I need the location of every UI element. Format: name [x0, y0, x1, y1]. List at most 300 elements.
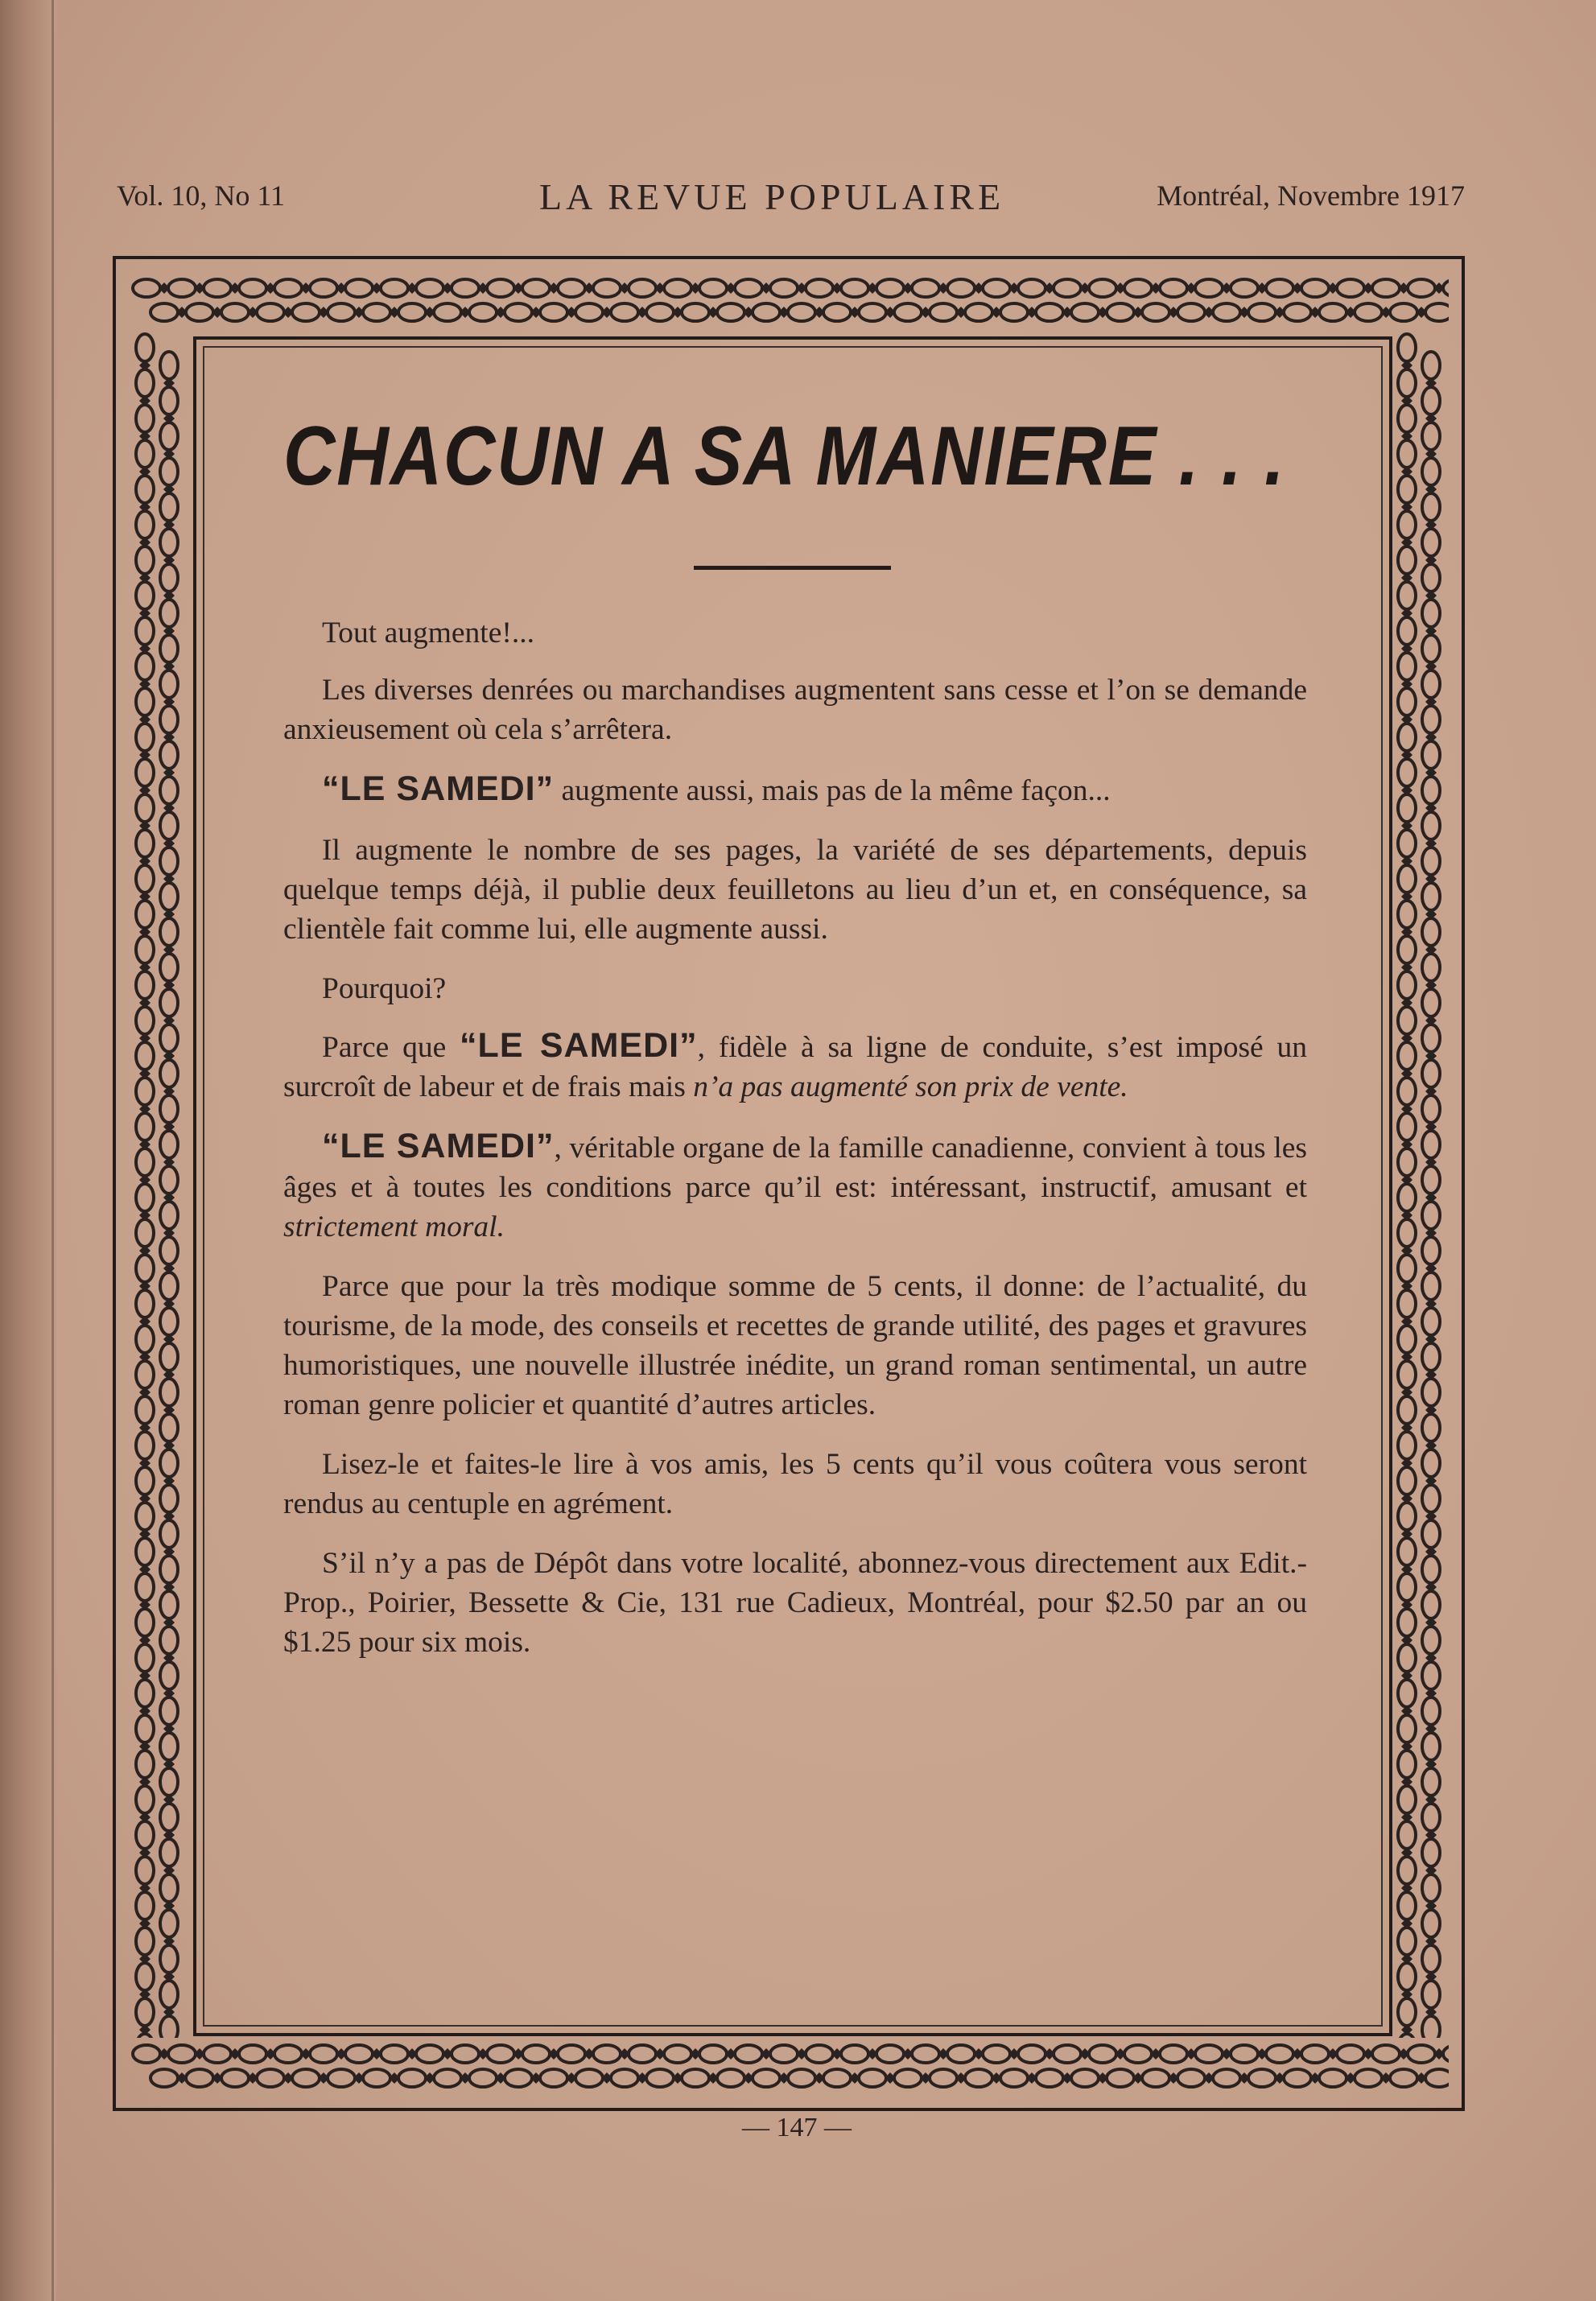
chain-link — [1422, 493, 1440, 521]
chain-link — [593, 2045, 621, 2063]
chain-link — [1000, 303, 1028, 321]
chain-link — [1398, 1680, 1416, 1707]
chain-link — [983, 2045, 1010, 2063]
chain-link — [160, 635, 178, 662]
chain-link — [806, 279, 833, 297]
chain-link — [1398, 1892, 1416, 1920]
chain-link — [204, 279, 231, 297]
chain-link — [133, 2045, 160, 2063]
chain-link — [1301, 279, 1329, 297]
chain-link — [136, 1750, 154, 1778]
chain-link — [136, 1148, 154, 1176]
chain-link — [136, 1963, 154, 1990]
chain-link — [292, 303, 320, 321]
chain-link — [452, 279, 479, 297]
chain-link — [1422, 1308, 1440, 1335]
chain-link — [1398, 830, 1416, 857]
chain-link — [136, 1998, 154, 2026]
chain-link — [160, 423, 178, 450]
chain-link — [160, 918, 178, 946]
paragraph-7-italic: strictement moral. — [283, 1210, 505, 1243]
chain-link — [859, 2069, 886, 2087]
chain-link — [136, 794, 154, 822]
chain-link — [487, 279, 514, 297]
chain-link — [136, 688, 154, 715]
chain-link — [1284, 303, 1311, 321]
chain-link — [1398, 1184, 1416, 1211]
chain-link — [160, 1131, 178, 1158]
chain-link — [136, 582, 154, 609]
chain-link — [381, 279, 408, 297]
chain-link — [965, 303, 992, 321]
chain-link — [1337, 279, 1364, 297]
chain-link — [1372, 2045, 1400, 2063]
chain-link — [136, 724, 154, 751]
chain-link — [1422, 1874, 1440, 1902]
chain-link — [947, 2045, 975, 2063]
chain-link — [894, 303, 922, 321]
chain-link — [629, 2045, 656, 2063]
chain-link — [1425, 2069, 1449, 2087]
chain-link — [136, 1042, 154, 1070]
chain-link — [160, 1202, 178, 1229]
chain-link — [160, 1237, 178, 1264]
chain-link — [136, 971, 154, 999]
headline-rule — [694, 566, 891, 570]
chain-link — [257, 2069, 284, 2087]
chain-link — [136, 1928, 154, 1955]
chain-link — [930, 303, 957, 321]
chain-border-top — [129, 272, 1449, 330]
chain-link — [1195, 279, 1223, 297]
chain-link — [876, 2045, 904, 2063]
chain-link — [1231, 279, 1258, 297]
chain-link — [1422, 1237, 1440, 1264]
paragraph-5: Pourquoi? — [322, 972, 447, 1005]
chain-link — [469, 303, 497, 321]
chain-ornament — [129, 2038, 1449, 2096]
brand-le-samedi: “LE SAMEDI” — [322, 1127, 555, 1165]
chain-link — [1398, 759, 1416, 786]
chain-link — [1422, 847, 1440, 875]
chain-link — [1398, 1998, 1416, 2026]
page-number: — 147 — — [742, 2113, 852, 2142]
chain-link — [160, 741, 178, 769]
paragraph-6 — [283, 1026, 1307, 1107]
article-headline: CHACUN A SA MANIERE . . . — [283, 410, 1286, 503]
chain-link — [1398, 794, 1416, 822]
chain-link — [136, 1432, 154, 1459]
chain-link — [136, 546, 154, 574]
chain-link — [1107, 303, 1134, 321]
chain-link — [1422, 1166, 1440, 1194]
chain-link — [646, 303, 674, 321]
chain-link — [204, 2045, 231, 2063]
chain-link — [1213, 2069, 1240, 2087]
chain-link — [1398, 1609, 1416, 1636]
chain-link — [160, 777, 178, 804]
chain-link — [136, 1113, 154, 1140]
paragraph-7-text: , véritable organe de la famille canadienne, convient à tous les âges et à toutes les conditions parce qu’il est: intéressant, instructif, amusant et — [283, 1132, 1307, 1204]
chain-ornament — [1391, 330, 1449, 2038]
chain-link — [735, 2045, 762, 2063]
chain-link — [1422, 1804, 1440, 1831]
chain-link — [160, 1414, 178, 1441]
chain-link — [753, 2069, 780, 2087]
chain-link — [136, 1007, 154, 1034]
chain-link — [1355, 2069, 1382, 2087]
chain-link — [1036, 303, 1063, 321]
chain-link — [1422, 1733, 1440, 1760]
chain-link — [841, 279, 868, 297]
chain-link — [160, 1910, 178, 1937]
chain-link — [160, 2016, 178, 2038]
chain-link — [558, 279, 585, 297]
paragraph-7 — [283, 1127, 1307, 1247]
chain-link — [1422, 1485, 1440, 1512]
chain-link — [1422, 458, 1440, 485]
chain-link — [1398, 1573, 1416, 1601]
chain-link — [894, 2069, 922, 2087]
chain-link — [1398, 582, 1416, 609]
chain-link — [1160, 2045, 1187, 2063]
chain-link — [1422, 1202, 1440, 1229]
chain-link — [1142, 2069, 1169, 2087]
chain-link — [136, 476, 154, 503]
chain-link — [160, 1804, 178, 1831]
chain-link — [160, 1768, 178, 1796]
chain-link — [1398, 1078, 1416, 1105]
chain-link — [1089, 2045, 1116, 2063]
chain-link — [160, 989, 178, 1016]
chain-ornament — [129, 330, 187, 2038]
chain-link — [160, 1697, 178, 1725]
chain-link — [1398, 1290, 1416, 1318]
chain-link — [136, 369, 154, 397]
chain-link — [823, 2069, 851, 2087]
gutter-line — [52, 0, 54, 2301]
chain-link — [522, 279, 550, 297]
chain-link — [505, 303, 532, 321]
chain-link — [469, 2069, 497, 2087]
chain-link — [965, 2069, 992, 2087]
chain-link — [629, 279, 656, 297]
chain-link — [257, 303, 284, 321]
chain-link — [136, 405, 154, 432]
chain-link — [1398, 1396, 1416, 1424]
chain-link — [160, 1874, 178, 1902]
chain-link — [1398, 1750, 1416, 1778]
chain-border-left — [129, 330, 187, 2038]
chain-link — [160, 564, 178, 592]
chain-link — [1398, 1857, 1416, 1884]
chain-link — [1422, 529, 1440, 556]
book-spine-shadow — [0, 0, 56, 2301]
chain-link — [1422, 1556, 1440, 1583]
chain-link — [1036, 2069, 1063, 2087]
chain-link — [160, 1733, 178, 1760]
chain-link — [1422, 706, 1440, 733]
chain-link — [186, 303, 213, 321]
chain-link — [575, 2069, 603, 2087]
paragraph-9: Lisez-le et faites-le lire à vos amis, les 5 cents qu’il vous coûtera vous seront rendus au centuple en agrément. — [283, 1448, 1307, 1520]
paragraph-1: Tout augmente!... — [322, 616, 534, 649]
chain-link — [160, 352, 178, 379]
paragraph-6-italic: n’a pas augmenté son prix de vente. — [693, 1070, 1128, 1103]
chain-link — [646, 2069, 674, 2087]
chain-link — [1107, 2069, 1134, 2087]
brand-le-samedi: “LE SAMEDI” — [322, 769, 555, 808]
chain-link — [1422, 1697, 1440, 1725]
chain-link — [1266, 279, 1293, 297]
chain-link — [136, 759, 154, 786]
chain-link — [136, 1821, 154, 1849]
chain-link — [1018, 279, 1045, 297]
chain-link — [1422, 741, 1440, 769]
publication-title: LA REVUE POPULAIRE — [539, 176, 1005, 217]
chain-link — [136, 511, 154, 538]
volume-number: Vol. 10, No 11 — [117, 179, 286, 212]
chain-link — [136, 1715, 154, 1742]
chain-link — [1398, 1715, 1416, 1742]
chain-link — [160, 1627, 178, 1654]
chain-link — [160, 670, 178, 698]
chain-link — [806, 2045, 833, 2063]
chain-link — [1422, 1060, 1440, 1087]
chain-link — [1398, 1786, 1416, 1813]
chain-link — [912, 279, 939, 297]
chain-link — [160, 706, 178, 733]
chain-link — [1337, 2045, 1364, 2063]
chain-link — [1398, 440, 1416, 468]
chain-link — [136, 1255, 154, 1282]
chain-link — [160, 1485, 178, 1512]
chain-link — [136, 1892, 154, 1920]
chain-link — [575, 303, 603, 321]
chain-link — [151, 2069, 178, 2087]
chain-link — [1422, 1095, 1440, 1123]
chain-link — [1177, 303, 1205, 321]
chain-link — [1398, 1042, 1416, 1070]
chain-link — [1398, 865, 1416, 893]
chain-link — [292, 2069, 320, 2087]
chain-link — [1422, 1343, 1440, 1371]
chain-link — [1398, 476, 1416, 503]
chain-link — [1398, 1007, 1416, 1034]
chain-link — [1248, 303, 1276, 321]
chain-link — [239, 2045, 266, 2063]
chain-link — [912, 2045, 939, 2063]
chain-link — [136, 334, 154, 361]
chain-ornament — [129, 272, 1449, 330]
article-body — [283, 613, 1307, 1682]
chain-link — [398, 303, 426, 321]
chain-link — [930, 2069, 957, 2087]
chain-link — [160, 1308, 178, 1335]
chain-link — [1422, 1981, 1440, 2008]
chain-link — [1425, 303, 1449, 321]
chain-link — [345, 279, 373, 297]
chain-link — [788, 303, 815, 321]
chain-link — [1213, 303, 1240, 321]
chain-link — [823, 303, 851, 321]
chain-link — [1398, 2034, 1416, 2038]
chain-link — [1408, 2045, 1435, 2063]
chain-link — [593, 279, 621, 297]
chain-link — [735, 279, 762, 297]
chain-link — [1398, 901, 1416, 928]
chain-link — [1355, 303, 1382, 321]
chain-link — [160, 812, 178, 839]
chain-link — [136, 901, 154, 928]
chain-link — [1301, 2045, 1329, 2063]
chain-link — [221, 2069, 249, 2087]
chain-link — [328, 2069, 355, 2087]
chain-link — [160, 1343, 178, 1371]
chain-link — [416, 2045, 443, 2063]
chain-link — [1398, 369, 1416, 397]
chain-link — [160, 1025, 178, 1052]
place-and-date: Montréal, Novembre 1917 — [1157, 179, 1465, 212]
brand-le-samedi: “LE SAMEDI” — [460, 1026, 698, 1065]
chain-link — [160, 600, 178, 627]
chain-link — [136, 617, 154, 645]
chain-link — [1177, 2069, 1205, 2087]
chain-link — [136, 1184, 154, 1211]
chain-link — [1422, 564, 1440, 592]
chain-link — [1422, 883, 1440, 910]
chain-link — [452, 2045, 479, 2063]
chain-link — [1422, 1627, 1440, 1654]
chain-link — [160, 493, 178, 521]
chain-link — [136, 865, 154, 893]
chain-link — [1422, 635, 1440, 662]
chain-link — [1422, 352, 1440, 379]
chain-link — [398, 2069, 426, 2087]
chain-link — [770, 279, 798, 297]
chain-link — [664, 2045, 691, 2063]
chain-link — [136, 1538, 154, 1565]
chain-link — [947, 279, 975, 297]
chain-link — [983, 279, 1010, 297]
chain-link — [1054, 2045, 1081, 2063]
chain-link — [1398, 1503, 1416, 1530]
chain-link — [1398, 1644, 1416, 1672]
chain-link — [1443, 279, 1449, 297]
chain-link — [136, 653, 154, 680]
chain-link — [363, 303, 390, 321]
chain-link — [160, 1520, 178, 1548]
chain-link — [136, 2034, 154, 2038]
chain-link — [160, 1591, 178, 1619]
chain-link — [136, 1467, 154, 1495]
chain-link — [540, 2069, 567, 2087]
chain-border-bottom — [129, 2038, 1449, 2096]
chain-link — [859, 303, 886, 321]
chain-link — [1390, 303, 1417, 321]
chain-link — [1142, 303, 1169, 321]
chain-link — [1422, 1768, 1440, 1796]
chain-link — [160, 1556, 178, 1583]
chain-link — [1422, 954, 1440, 981]
chain-link — [1422, 918, 1440, 946]
chain-link — [1398, 688, 1416, 715]
chain-link — [1422, 1839, 1440, 1866]
chain-link — [274, 279, 302, 297]
chain-link — [682, 303, 709, 321]
running-header — [117, 176, 1465, 219]
paragraph-3 — [283, 769, 1307, 810]
chain-link — [1398, 1467, 1416, 1495]
chain-link — [1422, 1272, 1440, 1300]
chain-link — [1422, 1379, 1440, 1406]
chain-link — [160, 847, 178, 875]
chain-link — [558, 2045, 585, 2063]
chain-link — [136, 1609, 154, 1636]
chain-link — [1195, 2045, 1223, 2063]
chain-link — [1422, 1449, 1440, 1477]
chain-link — [434, 303, 461, 321]
chain-link — [770, 2045, 798, 2063]
chain-link — [136, 1573, 154, 1601]
chain-link — [239, 279, 266, 297]
chain-link — [1422, 1945, 1440, 1973]
chain-link — [1422, 1591, 1440, 1619]
chain-link — [1398, 334, 1416, 361]
chain-link — [682, 2069, 709, 2087]
chain-link — [1398, 546, 1416, 574]
chain-link — [1422, 387, 1440, 414]
chain-link — [136, 1503, 154, 1530]
chain-link — [136, 1361, 154, 1388]
chain-link — [487, 2045, 514, 2063]
chain-link — [1422, 1662, 1440, 1689]
chain-link — [1160, 279, 1187, 297]
chain-link — [221, 303, 249, 321]
chain-link — [1398, 1255, 1416, 1282]
chain-link — [1124, 2045, 1152, 2063]
chain-link — [1372, 279, 1400, 297]
chain-link — [1398, 936, 1416, 963]
chain-link — [168, 2045, 196, 2063]
chain-link — [133, 279, 160, 297]
chain-link — [160, 1449, 178, 1477]
chain-link — [1319, 303, 1346, 321]
chain-link — [1422, 989, 1440, 1016]
chain-link — [1398, 511, 1416, 538]
paragraph-10: S’il n’y a pas de Dépôt dans votre localité, abonnez-vous directement aux Edit.-Prop., Poirier, Bessette & Cie, 131 rue Cadieux, Montréal, pour $2.50 par an ou $1.25 pour six mois. — [283, 1547, 1307, 1659]
chain-link — [1089, 279, 1116, 297]
chain-link — [136, 440, 154, 468]
chain-link — [1422, 1414, 1440, 1441]
chain-link — [1422, 1131, 1440, 1158]
chain-link — [416, 279, 443, 297]
chain-link — [1319, 2069, 1346, 2087]
chain-link — [160, 1662, 178, 1689]
chain-link — [345, 2045, 373, 2063]
chain-link — [136, 1078, 154, 1105]
chain-link — [664, 279, 691, 297]
chain-link — [1422, 777, 1440, 804]
chain-link — [1422, 670, 1440, 698]
chain-link — [136, 1219, 154, 1247]
chain-link — [1018, 2045, 1045, 2063]
chain-link — [1398, 1538, 1416, 1565]
chain-link — [1398, 1113, 1416, 1140]
chain-link — [1398, 1821, 1416, 1849]
chain-link — [1398, 653, 1416, 680]
chain-link — [160, 1166, 178, 1194]
